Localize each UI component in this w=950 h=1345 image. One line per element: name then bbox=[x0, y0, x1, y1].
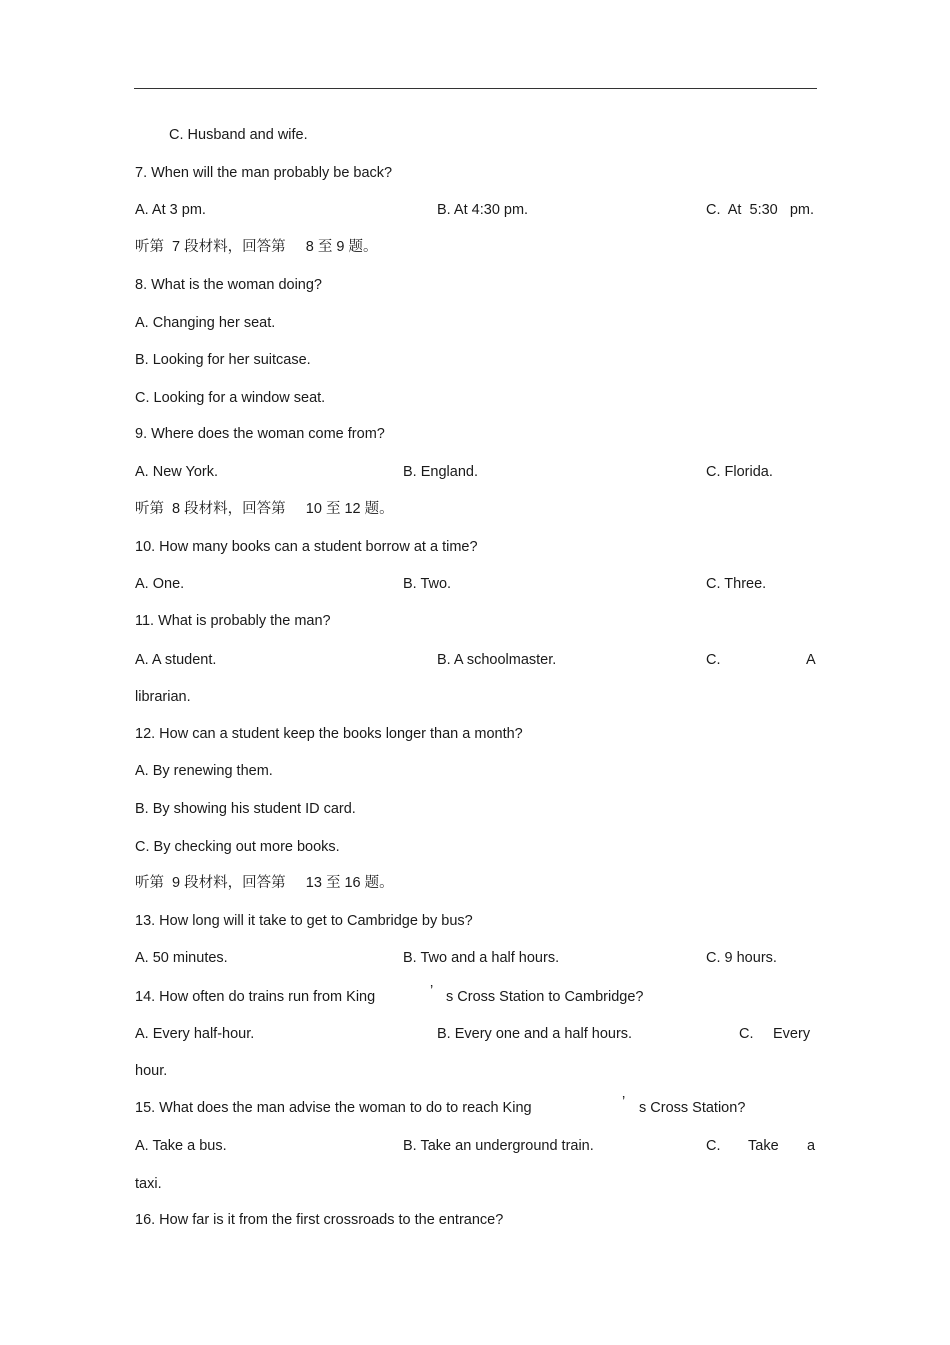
q14-apostrophe: ’ bbox=[430, 983, 434, 999]
q14-option-a: A. Every half-hour. bbox=[135, 1026, 255, 1042]
q9-option-c: C. Florida. bbox=[706, 464, 773, 480]
q15-option-a: A. Take a bus. bbox=[135, 1138, 227, 1154]
q10-option-b: B. Two. bbox=[403, 576, 452, 592]
q11-option-c-word: A bbox=[806, 652, 816, 668]
q7-option-c: C. At 5:30 pm. bbox=[706, 202, 814, 218]
q13-option-c: C. 9 hours. bbox=[706, 950, 777, 966]
q15-apostrophe: ’ bbox=[622, 1094, 626, 1110]
q14-option-c-label: C. bbox=[739, 1026, 754, 1042]
q11-option-c-label: C. bbox=[706, 652, 721, 668]
q9-question: 9. Where does the woman come from? bbox=[135, 426, 385, 442]
q15-question-part2: s Cross Station? bbox=[639, 1100, 746, 1116]
q11-question: 11. What is probably the man? bbox=[135, 613, 331, 629]
q15-option-b: B. Take an underground train. bbox=[403, 1138, 594, 1154]
q8-option-c: C. Looking for a window seat. bbox=[135, 390, 326, 406]
q9-option-a: A. New York. bbox=[135, 464, 219, 480]
q7-question: 7. When will the man probably be back? bbox=[135, 165, 393, 181]
q14-option-b: B. Every one and a half hours. bbox=[437, 1026, 633, 1042]
q14-option-c-wrap: hour. bbox=[135, 1063, 168, 1079]
q15-option-c-label: C. bbox=[706, 1138, 721, 1154]
q10-option-a: A. One. bbox=[135, 576, 185, 592]
q15-option-c-word2: a bbox=[807, 1138, 816, 1154]
q8-option-b: B. Looking for her suitcase. bbox=[135, 352, 311, 368]
q8-option-a: A. Changing her seat. bbox=[135, 315, 276, 331]
q9-option-b: B. England. bbox=[403, 464, 478, 480]
q11-option-a: A. A student. bbox=[135, 652, 217, 668]
q10-option-c: C. Three. bbox=[706, 576, 767, 592]
q12-option-c: C. By checking out more books. bbox=[135, 839, 340, 855]
q13-option-a: A. 50 minutes. bbox=[135, 950, 228, 966]
q13-option-b: B. Two and a half hours. bbox=[403, 950, 560, 966]
q15-option-c-word1: Take bbox=[748, 1138, 779, 1154]
q13-question: 13. How long will it take to get to Cambridge by bus? bbox=[135, 913, 473, 929]
q14-question-part1: 14. How often do trains run from King bbox=[135, 989, 376, 1005]
q8-question: 8. What is the woman doing? bbox=[135, 277, 322, 293]
header-rule bbox=[134, 88, 817, 89]
section-7-instruction: 听第 7 段材料，回答第 8 至 9 题。 bbox=[135, 239, 378, 255]
q12-option-b: B. By showing his student ID card. bbox=[135, 801, 356, 817]
q15-option-c-wrap: taxi. bbox=[135, 1176, 162, 1192]
q7-option-b: B. At 4:30 pm. bbox=[437, 202, 529, 218]
q14-option-c-word: Every bbox=[773, 1026, 811, 1042]
q7-option-a: A. At 3 pm. bbox=[135, 202, 206, 218]
q10-question: 10. How many books can a student borrow at a time? bbox=[135, 539, 478, 555]
q15-question-part1: 15. What does the man advise the woman to do to reach King bbox=[135, 1100, 532, 1116]
q16-question: 16. How far is it from the first crossroads to the entrance? bbox=[135, 1212, 504, 1228]
q12-question: 12. How can a student keep the books longer than a month? bbox=[135, 726, 523, 742]
section-9-instruction: 听第 9 段材料，回答第 13 至 16 题。 bbox=[135, 875, 394, 891]
q6-option-c: C. Husband and wife. bbox=[169, 127, 308, 143]
q11-option-b: B. A schoolmaster. bbox=[437, 652, 557, 668]
q12-option-a: A. By renewing them. bbox=[135, 763, 273, 779]
q14-question-part2: s Cross Station to Cambridge? bbox=[446, 989, 644, 1005]
q11-option-c-wrap: librarian. bbox=[135, 689, 191, 705]
section-8-instruction: 听第 8 段材料，回答第 10 至 12 题。 bbox=[135, 501, 394, 517]
